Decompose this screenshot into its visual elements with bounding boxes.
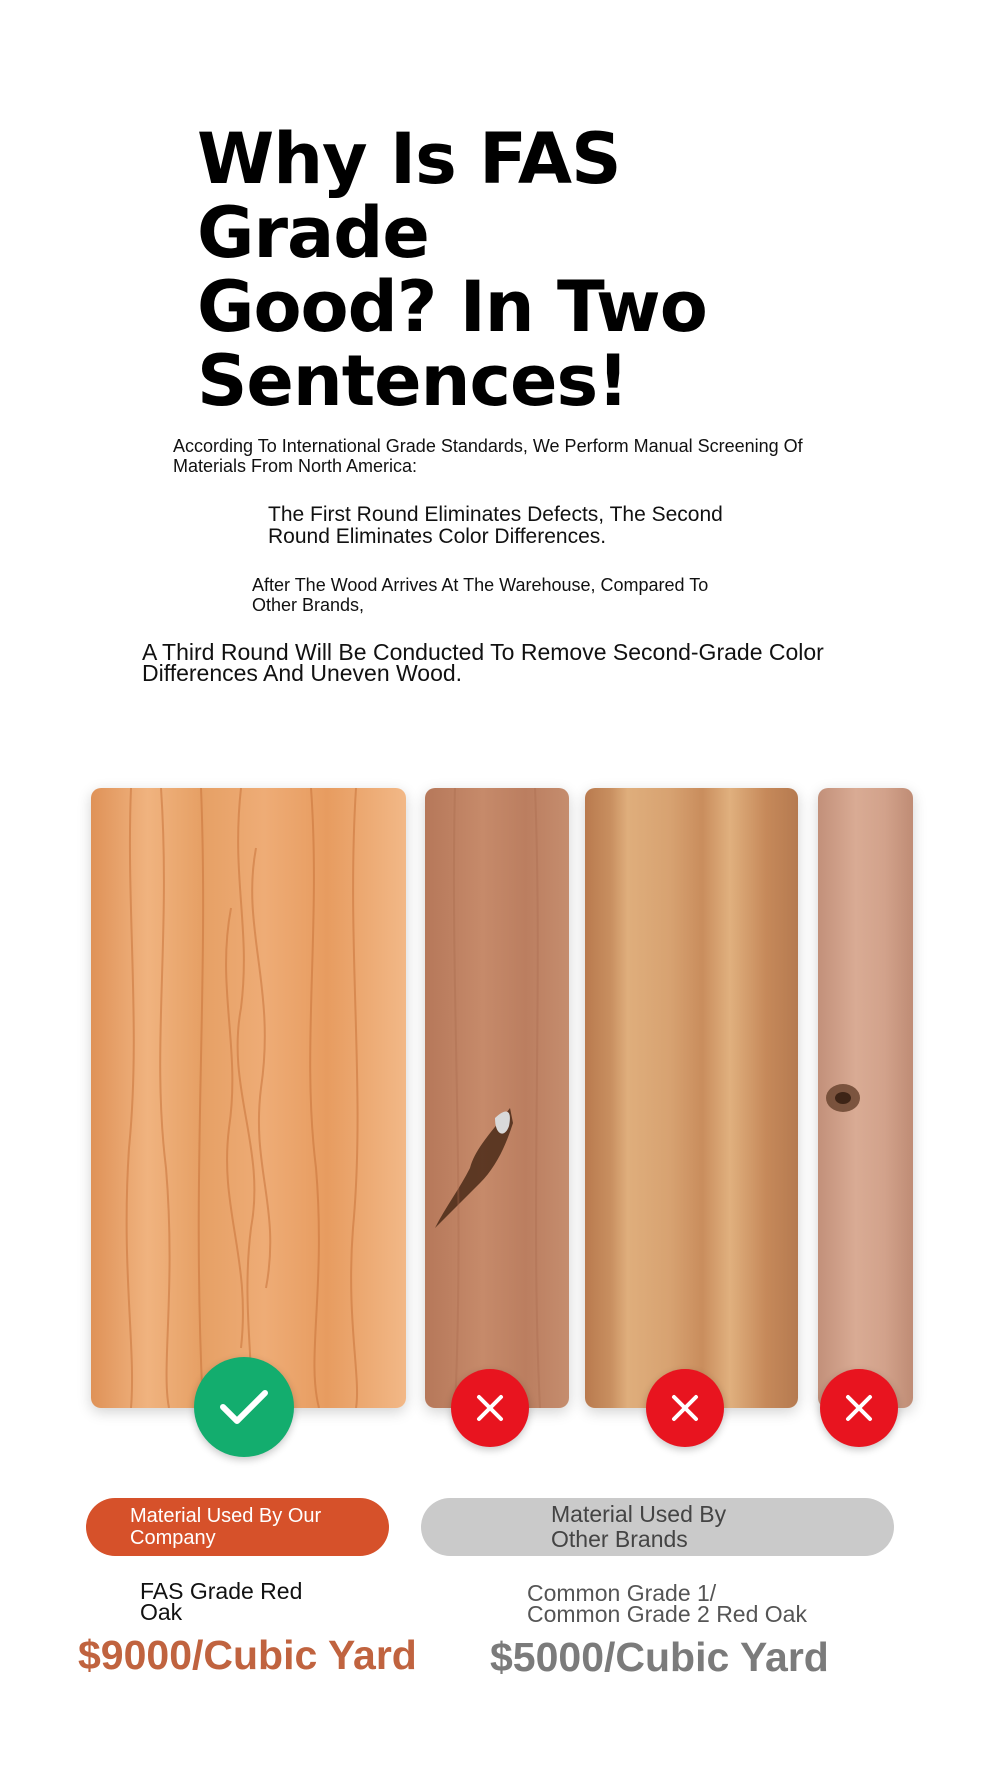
- third-round-text: [142, 639, 902, 686]
- rounds-line: Round Eliminates Color Differences.: [268, 525, 607, 548]
- other-label-line: Other Brands: [551, 1526, 688, 1552]
- warehouse-text: [252, 575, 792, 615]
- other-name-line: Common Grade 2 Red Oak: [527, 1601, 807, 1627]
- our-price: $9000/Cubic Yard: [78, 1632, 417, 1678]
- our-label-line: Material Used By Our: [130, 1505, 322, 1527]
- knot-defect: [425, 788, 569, 1408]
- intro-text: [173, 436, 893, 476]
- our-grade-name: [140, 1578, 380, 1625]
- wood-grain: [91, 788, 406, 1408]
- other-name-line: Common Grade 1/: [527, 1580, 717, 1606]
- intro-line: According To International Grade Standards, We Perform Manual Screening Of: [173, 436, 803, 456]
- rejected-badge: [820, 1369, 898, 1447]
- fas-grade-plank-image: [91, 788, 406, 1408]
- warehouse-line: After The Wood Arrives At The Warehouse, Compared To: [252, 575, 709, 595]
- close-icon: [475, 1393, 505, 1423]
- approved-badge: [194, 1357, 294, 1457]
- rounds-line: The First Round Eliminates Defects, The Second: [268, 503, 723, 526]
- rounds-text: [268, 504, 788, 548]
- intro-line: Materials From North America:: [173, 456, 418, 476]
- defect-plank-image: [425, 788, 569, 1408]
- check-icon: [219, 1387, 269, 1427]
- our-name-line: FAS Grade Red: [140, 1578, 303, 1604]
- title-line: Good? In Two: [197, 266, 707, 348]
- small-knot: [818, 788, 913, 1408]
- color-difference-plank-image: [585, 788, 798, 1408]
- rejected-badge: [451, 1369, 529, 1447]
- rejected-badge: [646, 1369, 724, 1447]
- uneven-plank-image: [818, 788, 913, 1408]
- third-round-line: Differences And Uneven Wood.: [142, 660, 463, 686]
- page-title: [197, 118, 837, 422]
- our-label-line: Company: [130, 1527, 216, 1549]
- third-round-line: A Third Round Will Be Conducted To Remove Second-Grade Color: [142, 639, 824, 665]
- other-label-line: Material Used By: [551, 1501, 727, 1527]
- title-line: Why Is FAS Grade: [197, 118, 621, 274]
- other-grade-name: [527, 1580, 857, 1627]
- title-line: Sentences!: [197, 340, 629, 422]
- other-price: $5000/Cubic Yard: [490, 1634, 829, 1680]
- close-icon: [844, 1393, 874, 1423]
- warehouse-line: Other Brands,: [252, 595, 365, 615]
- our-name-line: Oak: [140, 1599, 183, 1625]
- other-material-label: [551, 1502, 811, 1552]
- our-material-label: [130, 1505, 370, 1549]
- close-icon: [670, 1393, 700, 1423]
